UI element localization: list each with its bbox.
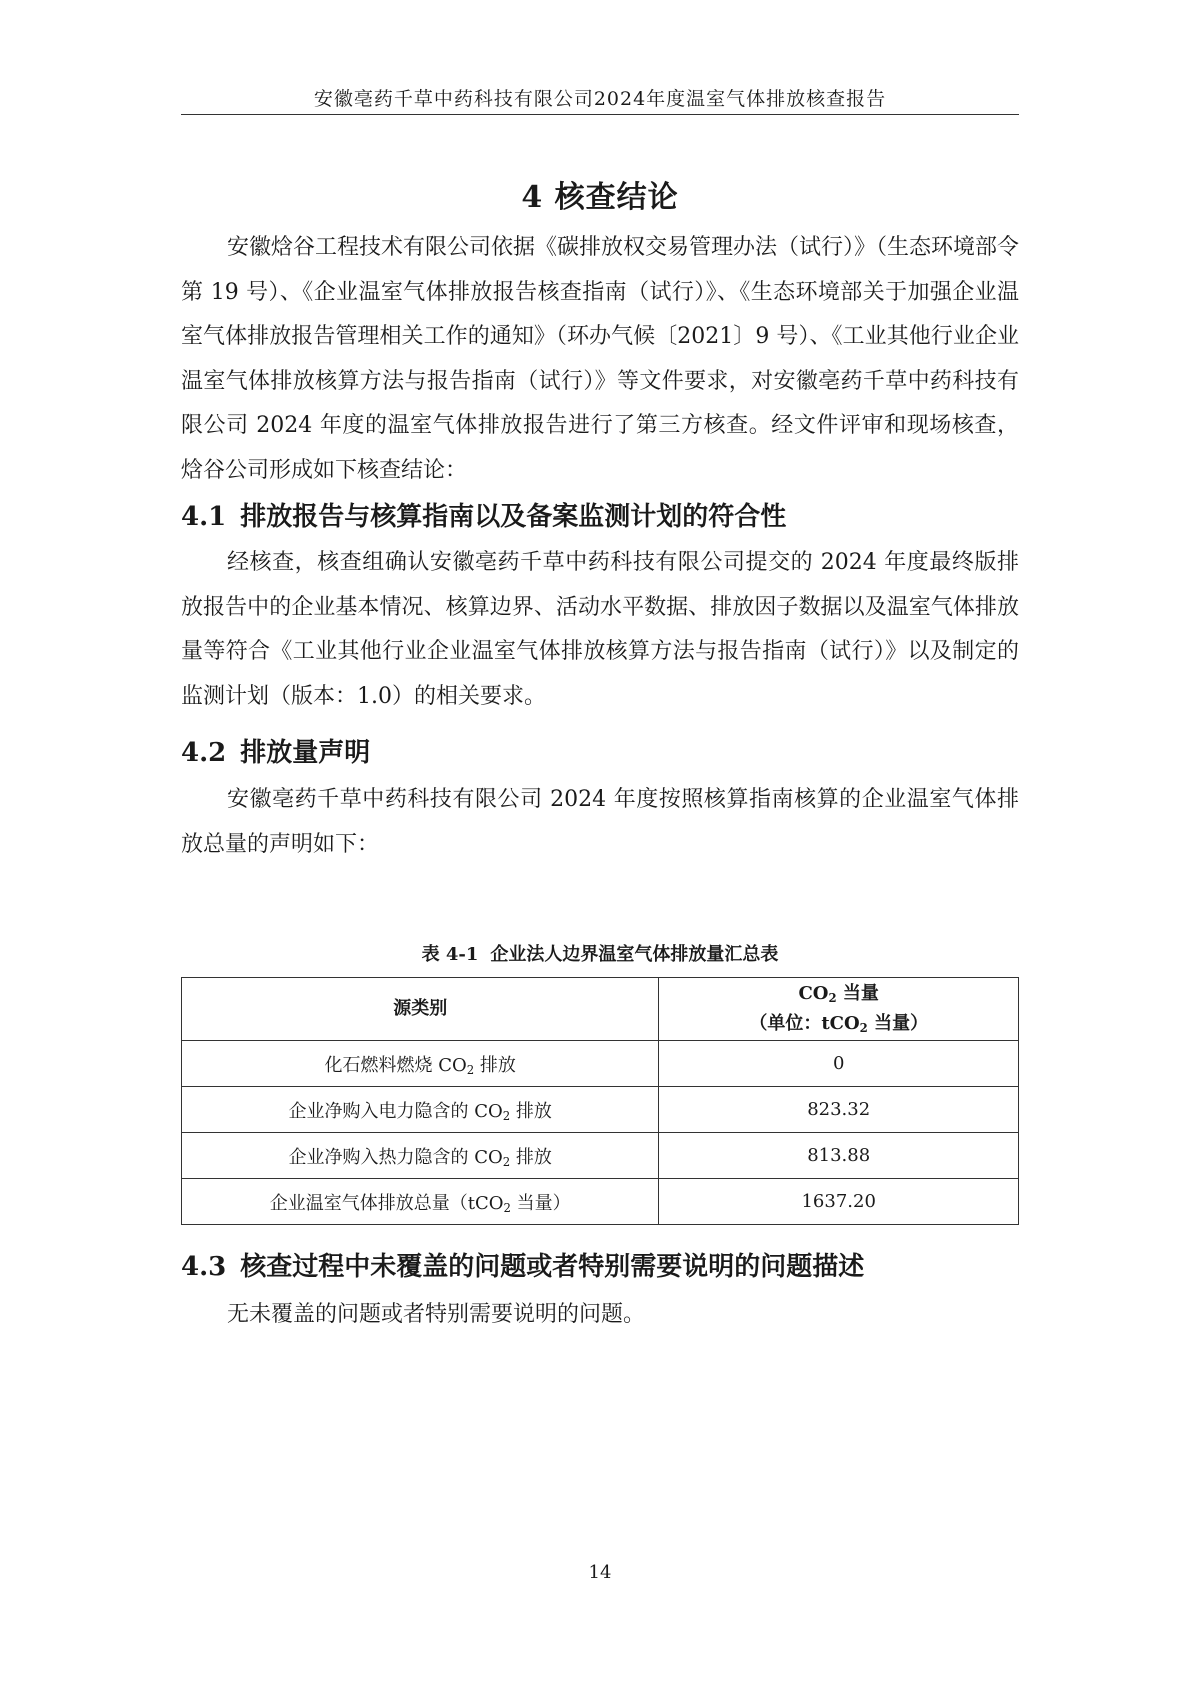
row-label: 企业净购入热力隐含的 $CO_2$ 排放 — [182, 1133, 659, 1179]
table-header-row — [182, 978, 1019, 1041]
section-title: 排放报告与核算指南以及备案监测计划的符合性 — [240, 502, 787, 532]
table-row — [182, 1179, 1019, 1225]
header-co2-equivalent — [659, 978, 1019, 1041]
section-number: 4.1 — [181, 502, 227, 532]
intro-paragraph: 安徽焓谷工程技术有限公司依据《碳排放权交易管理办法（试行）》（生态环境部令第 19 号）、《企业温室气体排放报告核查指南（试行）》、《生态环境部关于加强企业温室气体排放报告管理相关工作的通知》（环办气候〔2021〕9 号）、《工业其他行业企业温室气体排放核算方法与报告指南（试行）》等文件要求，对安徽亳药千草中药科技有限公司 2024 年度的温室气体排放报告进行了第三方核查。经文件评审和现场核查，焓谷公司形成如下核查结论： — [181, 235, 1020, 483]
row-value: 823.32 — [659, 1087, 1019, 1133]
section-4-1-heading — [181, 496, 1019, 533]
header-co2-line1: $CO_2$ 当量 — [798, 983, 879, 1005]
table-row — [182, 1133, 1019, 1179]
section-4-3-heading — [181, 1246, 1019, 1283]
table-caption-title: 企业法人边界温室气体排放量汇总表 — [490, 944, 779, 965]
section-4-1-paragraph: 经核查，核查组确认安徽亳药千草中药科技有限公司提交的 2024 年度最终版排放报告中的企业基本情况、核算边界、活动水平数据、排放因子数据以及温室气体排放量等符合《工业其他行业企业温室气体排放核算方法与报告指南（试行）》以及制定的监测计划（版本：1.0）的相关要求。 — [181, 550, 1019, 709]
header-unit-line: （单位：tCO$_2$ 当量） — [749, 1013, 929, 1035]
section-4-2-heading — [181, 732, 1019, 769]
running-header: 安徽亳药千草中药科技有限公司2024年度温室气体排放核查报告 — [313, 88, 887, 110]
table-row — [182, 1041, 1019, 1087]
section-number: 4.2 — [181, 738, 227, 768]
row-value: 813.88 — [659, 1133, 1019, 1179]
section-4-2-paragraph: 安徽亳药千草中药科技有限公司 2024 年度按照核算指南核算的企业温室气体排放总量的声明如下： — [181, 787, 1019, 857]
row-label: 企业温室气体排放总量（tCO$_2$ 当量） — [182, 1179, 659, 1225]
row-label: 企业净购入电力隐含的 $CO_2$ 排放 — [182, 1087, 659, 1133]
table-caption-number: 表 4-1 — [421, 944, 479, 965]
table-caption — [181, 940, 1019, 966]
emissions-summary-table — [181, 977, 1019, 1225]
row-value: 0 — [659, 1041, 1019, 1087]
header-rule — [181, 114, 1019, 115]
row-label: 化石燃料燃烧 $CO_2$ 排放 — [182, 1041, 659, 1087]
section-title: 排放量声明 — [240, 738, 371, 768]
section-4-3-paragraph: 无未覆盖的问题或者特别需要说明的问题。 — [227, 1302, 646, 1327]
table-row — [182, 1087, 1019, 1133]
section-number: 4.3 — [181, 1252, 227, 1282]
page-number: 14 — [588, 1562, 612, 1583]
header-source-category: 源类别 — [182, 978, 659, 1041]
chapter-title: 4 核查结论 — [521, 180, 679, 215]
section-title: 核查过程中未覆盖的问题或者特别需要说明的问题描述 — [240, 1252, 865, 1282]
row-value: 1637.20 — [659, 1179, 1019, 1225]
